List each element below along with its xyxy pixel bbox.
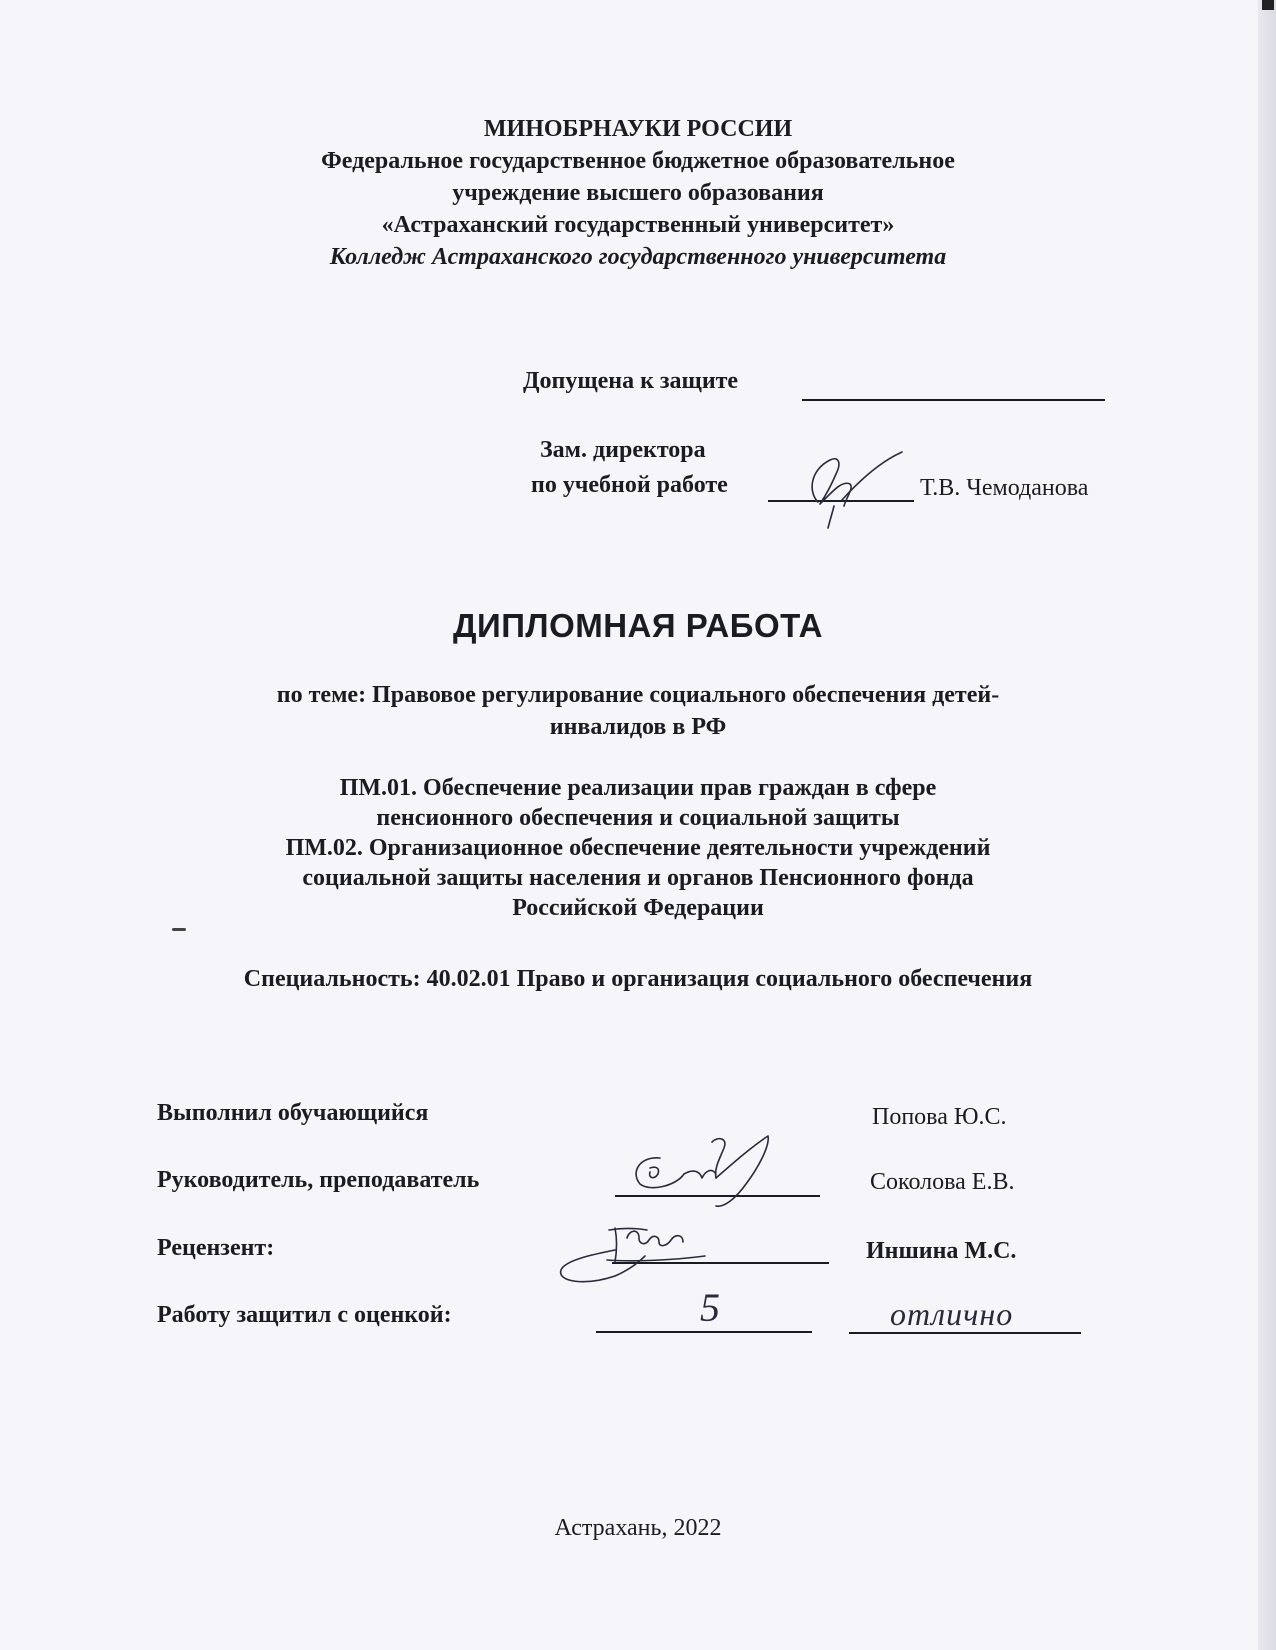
grade-number-line [596, 1331, 812, 1333]
document-title: ДИПЛОМНАЯ РАБОТА [452, 607, 824, 644]
deputy-title-line-2: по учебной работе [531, 472, 728, 498]
module-line: ПМ.02. Организационное обеспечение деятельности учреждений [285, 835, 991, 861]
reviewer-label: Рецензент: [157, 1235, 275, 1261]
university-name: «Астраханский государственный университет» [381, 212, 895, 238]
student-name: Попова Ю.С. [872, 1104, 1007, 1130]
institution-line-2: учреждение высшего образования [452, 180, 824, 206]
college-name: Колледж Астраханского государственного университета [329, 244, 947, 270]
deputy-title-line-1: Зам. директора [540, 437, 706, 463]
admitted-signature-line [802, 399, 1105, 401]
scan-artifact [172, 928, 186, 931]
module-line: пенсионного обеспечения и социальной защиты [376, 805, 900, 831]
deputy-signature [780, 440, 930, 530]
scan-corner-mark [1262, 0, 1274, 10]
supervisor-signature [620, 1128, 810, 1218]
student-label: Выполнил обучающийся [157, 1100, 429, 1126]
module-line: ПМ.01. Обеспечение реализации прав граждан в сфере [339, 775, 937, 801]
ministry-name: МИНОБРНАУКИ РОССИИ [483, 116, 793, 142]
city-year: Астрахань, 2022 [554, 1515, 722, 1541]
grade-label: Работу защитил с оценкой: [157, 1302, 452, 1328]
reviewer-name: Иншина М.С. [866, 1238, 1017, 1264]
theme-line-1: по теме: Правовое регулирование социального обеспечения детей- [276, 682, 1000, 708]
module-line: Российской Федерации [512, 895, 764, 921]
module-line: социальной защиты населения и органов Пенсионного фонда [302, 865, 974, 891]
supervisor-label: Руководитель, преподаватель [157, 1167, 480, 1193]
institution-line-1: Федеральное государственное бюджетное образовательное [321, 148, 955, 174]
reviewer-signature [555, 1210, 725, 1290]
deputy-name: Т.В. Чемоданова [920, 475, 1089, 501]
institution-header [0, 113, 1276, 273]
grade-word: отлично [890, 1296, 1014, 1332]
thesis-theme [0, 679, 1276, 743]
specialty: Специальность: 40.02.01 Право и организация социального обеспечения [243, 966, 1033, 992]
admitted-label: Допущена к защите [523, 368, 739, 394]
supervisor-name: Соколова Е.В. [870, 1169, 1015, 1195]
grade-number: 5 [700, 1285, 720, 1330]
theme-line-2: инвалидов в РФ [549, 714, 727, 740]
professional-modules [0, 773, 1276, 923]
